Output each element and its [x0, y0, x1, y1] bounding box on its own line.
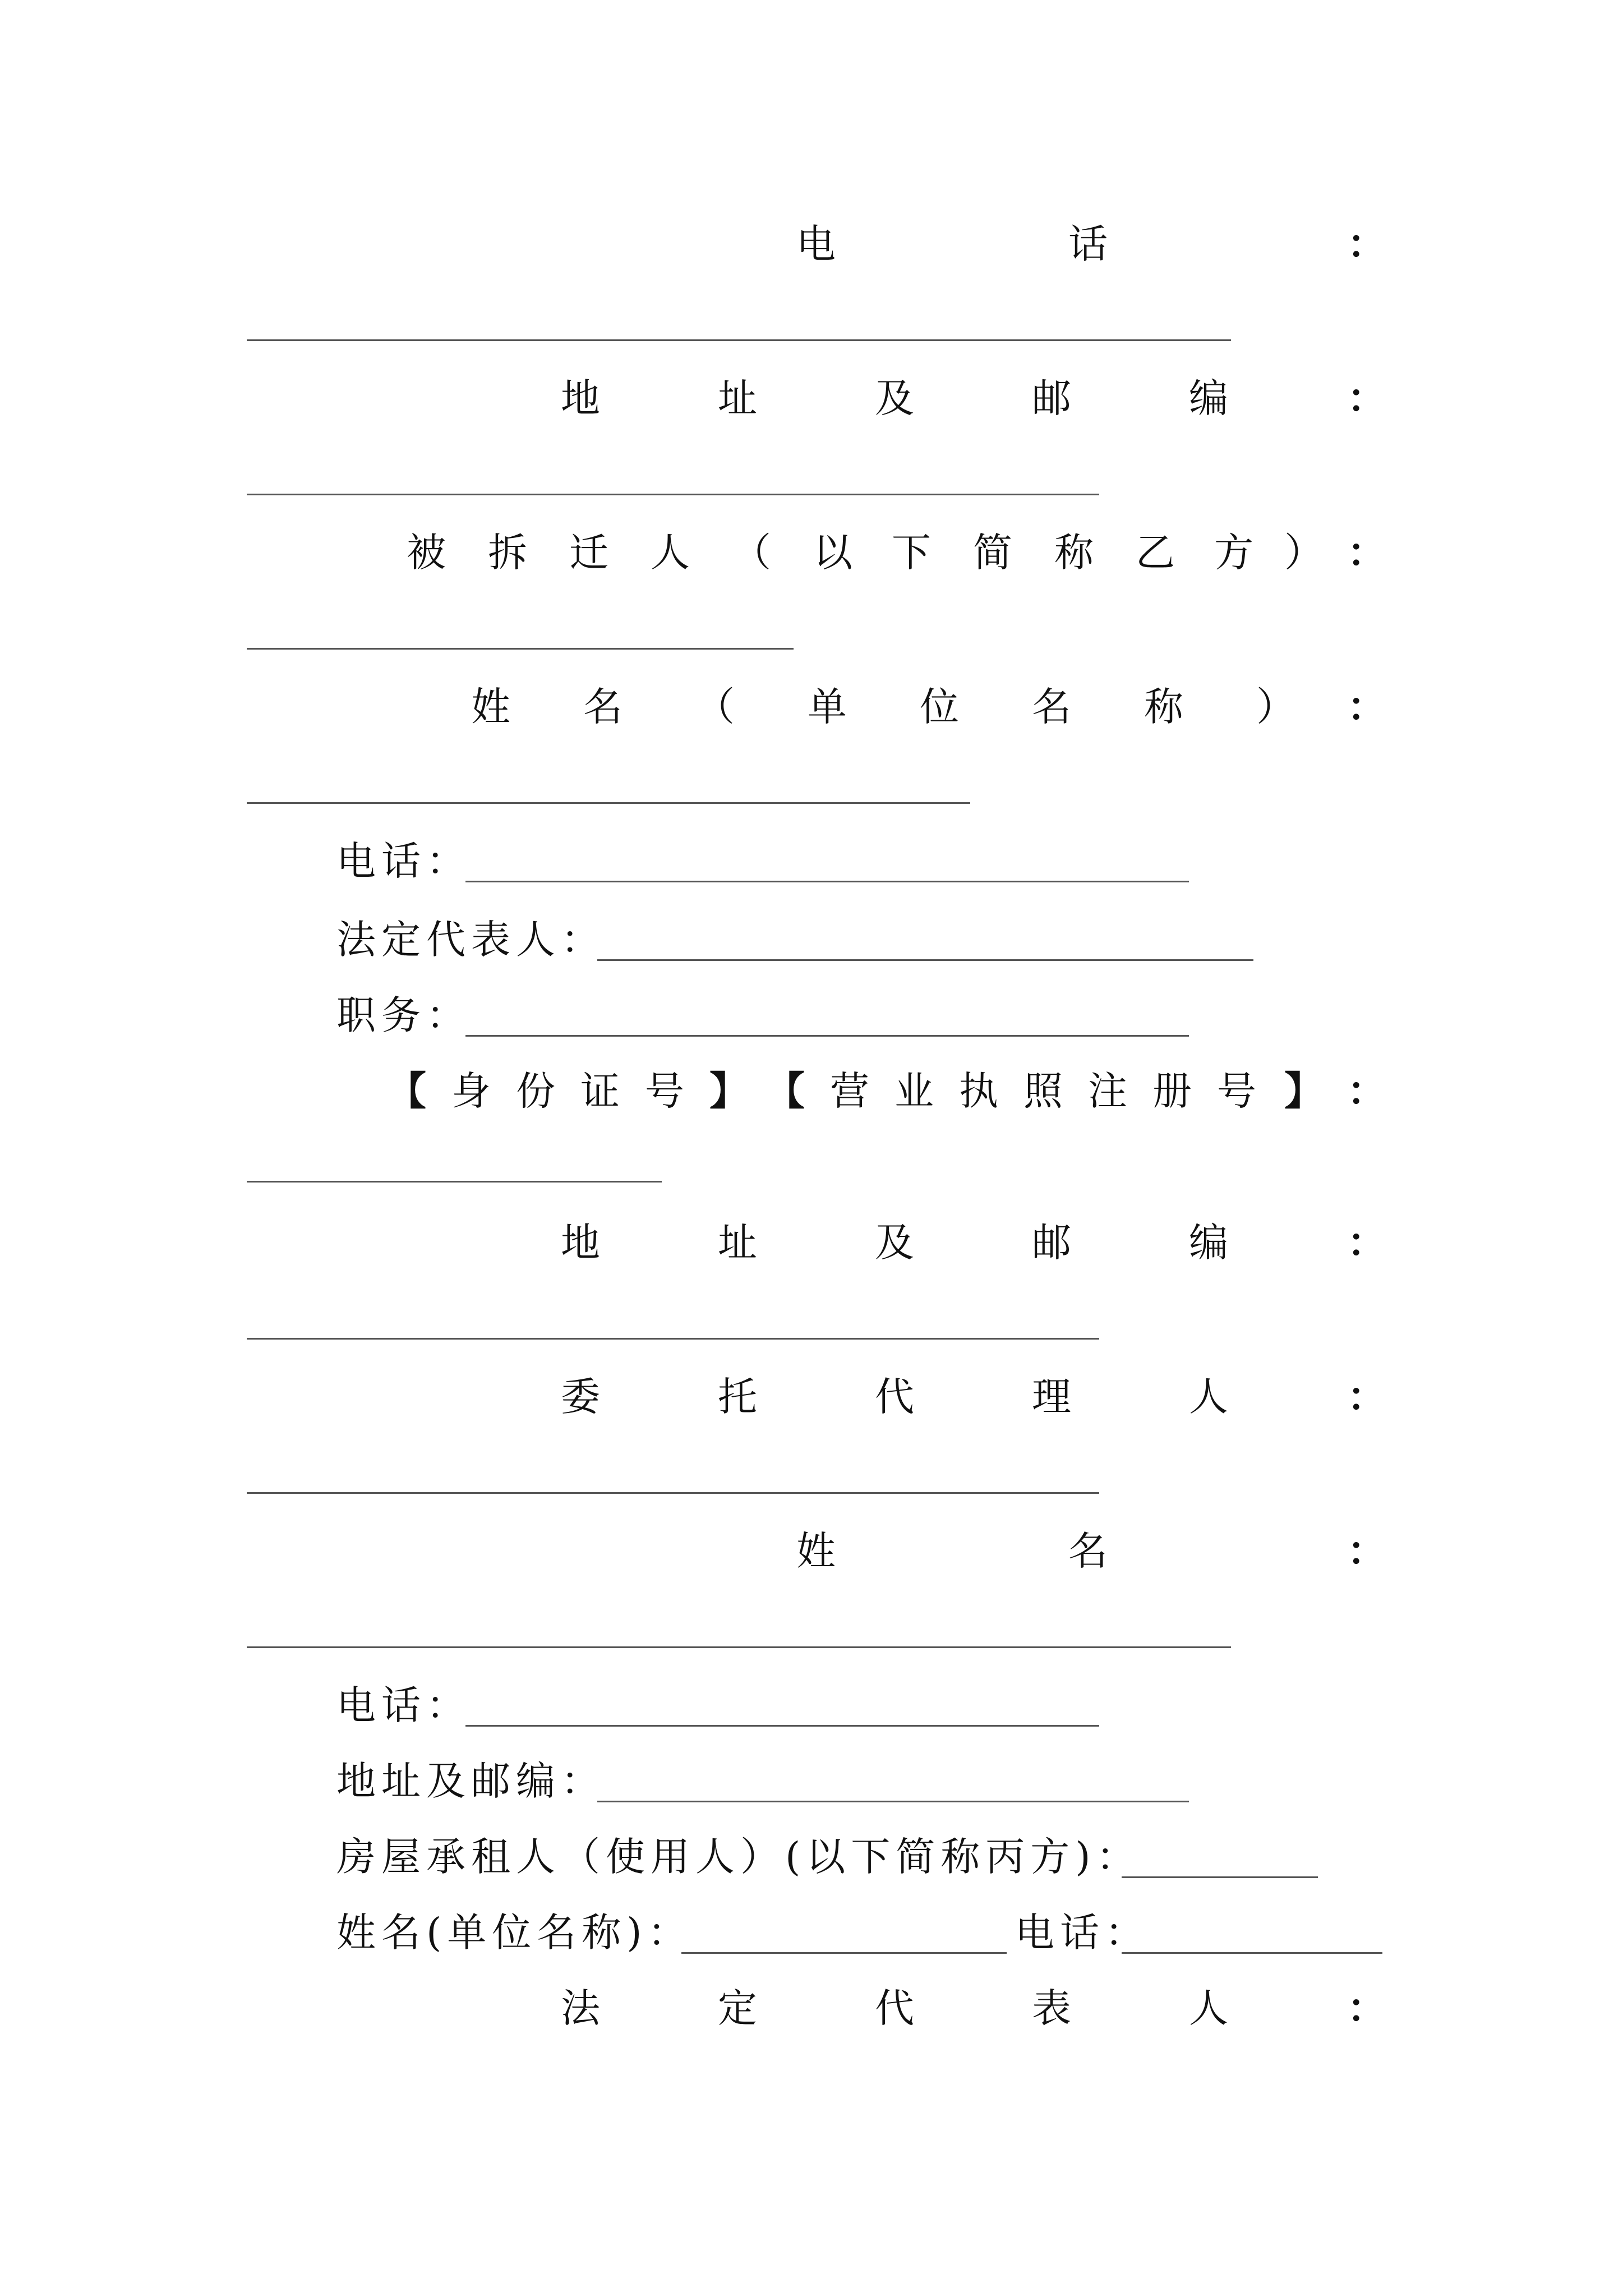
address-row-b [0, 1219, 1623, 1290]
name-unit-field[interactable] [681, 1952, 1007, 1954]
char: 及 [875, 375, 914, 421]
name-unit-phone-row [0, 1910, 1623, 1980]
char: 托 [718, 1374, 757, 1420]
char: 地 [561, 375, 600, 421]
char: 营 [830, 1068, 869, 1114]
phone-label: 电话： [336, 1682, 471, 1728]
char: 证 [580, 1068, 620, 1114]
phone-row-c [0, 1682, 1623, 1753]
tenant-label: 房屋承租人（使用人）(以下简称丙方)： [336, 1834, 1141, 1880]
demolished-party-row [0, 529, 1623, 600]
name-unit-label: 姓名(单位名称)： [336, 1910, 693, 1955]
char: ） [1256, 684, 1295, 730]
char: 定 [718, 1985, 757, 2031]
legal-rep-field[interactable] [597, 959, 1253, 961]
char: 拆 [488, 530, 527, 576]
char: 身 [451, 1068, 491, 1114]
legal-rep-label: 法定代表人： [336, 917, 606, 963]
char: 号 [1217, 1068, 1256, 1114]
position-field[interactable] [465, 1035, 1189, 1037]
char: 方 [1214, 530, 1253, 576]
char: 份 [516, 1068, 555, 1114]
colon: ： [1347, 1068, 1386, 1114]
char: 电 [796, 221, 836, 267]
char: 人 [1189, 1985, 1228, 2031]
char: 下 [892, 530, 931, 576]
tenant-field[interactable] [1122, 1876, 1318, 1878]
blank-line[interactable] [247, 648, 794, 650]
char: （ [695, 684, 735, 730]
char: 执 [959, 1068, 998, 1114]
address-label: 地址及邮编： [336, 1758, 606, 1804]
phone-row-a [0, 220, 1623, 292]
char: （ [732, 530, 771, 576]
phone-field[interactable] [1122, 1952, 1382, 1954]
char: 位 [920, 684, 959, 730]
char: 姓 [796, 1528, 836, 1574]
char: 单 [808, 684, 847, 730]
char: 册 [1152, 1068, 1192, 1114]
char: 称 [1144, 684, 1183, 730]
char: 照 [1023, 1068, 1063, 1114]
char: 名 [1068, 1528, 1108, 1574]
agent-row [0, 1373, 1623, 1444]
char: 话 [1068, 221, 1108, 267]
char: 乙 [1136, 530, 1175, 576]
char: 委 [561, 1374, 600, 1420]
char: 地 [561, 1220, 600, 1266]
char: 】 [1284, 1068, 1324, 1114]
char: 及 [875, 1220, 914, 1266]
char: ） [1284, 530, 1324, 576]
blank-line[interactable] [247, 802, 970, 804]
address-row-c [0, 1758, 1623, 1829]
char: 人 [1189, 1374, 1228, 1420]
blank-line[interactable] [247, 1338, 1099, 1340]
name-unit-row-a [0, 683, 1623, 754]
position-label: 职务： [336, 992, 471, 1038]
char: 编 [1189, 1220, 1228, 1266]
char: 编 [1189, 375, 1228, 421]
char: 姓 [471, 684, 510, 730]
char: 人 [651, 530, 690, 576]
id-license-row [0, 1068, 1623, 1139]
char: 代 [875, 1374, 914, 1420]
colon: ： [1347, 683, 1386, 730]
char: 以 [813, 530, 852, 576]
char: 号 [645, 1068, 684, 1114]
char: 法 [561, 1985, 600, 2031]
colon: ： [1347, 529, 1386, 576]
colon: ： [1347, 1219, 1386, 1266]
name-row-b [0, 1527, 1623, 1599]
phone-label: 电话： [336, 838, 471, 884]
char: 名 [1032, 684, 1071, 730]
phone-field[interactable] [465, 1725, 1099, 1727]
char: 表 [1032, 1985, 1071, 2031]
char: 【 [766, 1068, 805, 1114]
char: 邮 [1032, 1220, 1071, 1266]
blank-line[interactable] [247, 1181, 662, 1182]
char: 注 [1088, 1068, 1127, 1114]
address-field[interactable] [597, 1801, 1189, 1802]
legal-rep-row-b [0, 1985, 1623, 2056]
colon: ： [1347, 375, 1386, 421]
blank-line[interactable] [247, 494, 1099, 495]
phone-field[interactable] [465, 881, 1189, 882]
char: 业 [895, 1068, 934, 1114]
phone-label: 电话： [1015, 1910, 1150, 1955]
blank-line[interactable] [247, 339, 1231, 341]
char: 称 [1054, 530, 1094, 576]
blank-line[interactable] [247, 1646, 1231, 1648]
phone-row-b [0, 838, 1623, 909]
char: 【 [387, 1068, 426, 1114]
legal-rep-row-a [0, 917, 1623, 987]
position-row [0, 992, 1623, 1063]
char: 简 [973, 530, 1012, 576]
colon: ： [1347, 1373, 1386, 1420]
address-row-a [0, 375, 1623, 446]
blank-line[interactable] [247, 1492, 1099, 1494]
char: 邮 [1032, 375, 1071, 421]
char: 址 [718, 1220, 757, 1266]
colon: ： [1347, 1527, 1386, 1574]
char: 迁 [569, 530, 608, 576]
colon: ： [1347, 220, 1386, 267]
tenant-row [0, 1834, 1623, 1904]
colon: ： [1347, 1985, 1386, 2031]
char: 】 [709, 1068, 749, 1114]
char: 址 [718, 375, 757, 421]
char: 代 [875, 1985, 914, 2031]
char: 名 [583, 684, 623, 730]
char: 理 [1032, 1374, 1071, 1420]
char: 被 [407, 530, 446, 576]
